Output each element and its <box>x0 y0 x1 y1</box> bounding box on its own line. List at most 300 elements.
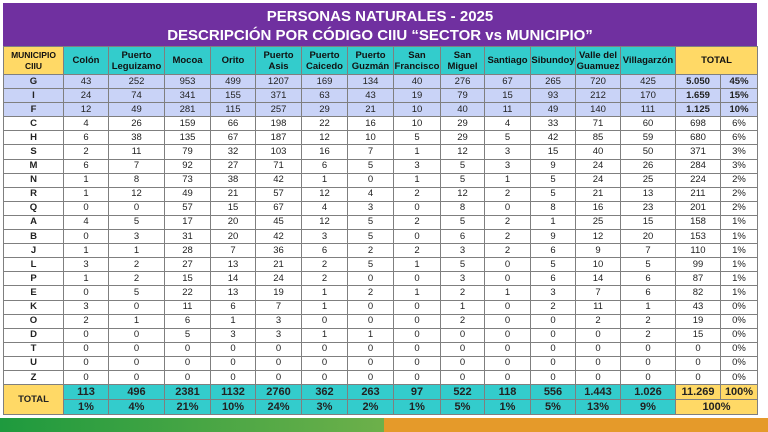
value-cell: 5 <box>394 131 441 145</box>
table-row <box>4 201 758 215</box>
table-row <box>4 89 758 103</box>
value-cell: 5 <box>441 215 485 229</box>
value-cell: 8 <box>441 201 485 215</box>
value-cell: 67 <box>256 201 302 215</box>
value-cell: 170 <box>621 89 676 103</box>
value-cell: 0 <box>441 328 485 342</box>
value-cell: 2 <box>394 187 441 201</box>
value-cell: 0 <box>485 272 531 286</box>
value-cell: 0 <box>348 342 394 356</box>
value-cell: 0 <box>109 328 165 342</box>
value-cell: 2 <box>485 230 531 244</box>
value-cell: 0 <box>485 300 531 314</box>
value-cell: 40 <box>576 145 621 159</box>
column-total: 118 <box>485 385 531 400</box>
ciiu-code: G <box>4 75 64 89</box>
value-cell: 21 <box>348 103 394 117</box>
value-cell: 12 <box>64 103 109 117</box>
column-percent: 5% <box>441 400 485 415</box>
value-cell: 17 <box>165 215 211 229</box>
value-cell: 25 <box>621 173 676 187</box>
row-total: 371 <box>676 145 721 159</box>
value-cell: 5 <box>531 187 576 201</box>
row-total: 15 <box>676 328 721 342</box>
table-row <box>4 75 758 89</box>
value-cell: 15 <box>165 272 211 286</box>
value-cell: 0 <box>109 356 165 370</box>
value-cell: 0 <box>485 201 531 215</box>
value-cell: 257 <box>256 103 302 117</box>
value-cell: 20 <box>211 215 256 229</box>
value-cell: 0 <box>441 342 485 356</box>
value-cell: 23 <box>621 201 676 215</box>
value-cell: 13 <box>621 187 676 201</box>
ciiu-code: M <box>4 159 64 173</box>
value-cell: 12 <box>441 145 485 159</box>
row-total: 43 <box>676 300 721 314</box>
value-cell: 0 <box>348 356 394 370</box>
value-cell: 15 <box>621 215 676 229</box>
value-cell: 42 <box>531 131 576 145</box>
value-cell: 3 <box>348 201 394 215</box>
column-total: 263 <box>348 385 394 400</box>
value-cell: 0 <box>441 370 485 384</box>
value-cell: 0 <box>64 370 109 384</box>
value-cell: 8 <box>109 173 165 187</box>
value-cell: 71 <box>256 159 302 173</box>
row-total: 153 <box>676 230 721 244</box>
value-cell: 24 <box>64 89 109 103</box>
row-total: 211 <box>676 187 721 201</box>
value-cell: 67 <box>485 75 531 89</box>
value-cell: 0 <box>485 342 531 356</box>
row-total: 0 <box>676 342 721 356</box>
value-cell: 0 <box>211 342 256 356</box>
column-total: 496 <box>109 385 165 400</box>
value-cell: 73 <box>165 173 211 187</box>
value-cell: 6 <box>302 159 348 173</box>
value-cell: 3 <box>256 314 302 328</box>
table-row <box>4 117 758 131</box>
value-cell: 29 <box>441 131 485 145</box>
value-cell: 371 <box>256 89 302 103</box>
value-cell: 12 <box>302 215 348 229</box>
value-cell: 2 <box>485 187 531 201</box>
value-cell: 0 <box>394 272 441 286</box>
value-cell: 0 <box>109 342 165 356</box>
value-cell: 38 <box>211 173 256 187</box>
value-cell: 79 <box>441 89 485 103</box>
column-percent: 1% <box>485 400 531 415</box>
column-percent: 13% <box>576 400 621 415</box>
value-cell: 67 <box>211 131 256 145</box>
column-header: San Francisco <box>394 47 441 75</box>
value-cell: 3 <box>64 300 109 314</box>
table-row <box>4 286 758 300</box>
value-cell: 71 <box>576 117 621 131</box>
value-cell: 111 <box>621 103 676 117</box>
value-cell: 0 <box>348 300 394 314</box>
ciiu-code: U <box>4 356 64 370</box>
value-cell: 2 <box>441 286 485 300</box>
ciiu-municipio-table <box>3 46 758 415</box>
row-total: 224 <box>676 173 721 187</box>
ciiu-code: B <box>4 230 64 244</box>
value-cell: 5 <box>485 131 531 145</box>
value-cell: 22 <box>302 117 348 131</box>
value-cell: 12 <box>441 187 485 201</box>
value-cell: 1 <box>531 215 576 229</box>
value-cell: 4 <box>485 117 531 131</box>
value-cell: 2 <box>302 272 348 286</box>
value-cell: 0 <box>165 356 211 370</box>
table-row <box>4 370 758 384</box>
row-percent: 3% <box>721 145 758 159</box>
value-cell: 0 <box>485 356 531 370</box>
value-cell: 10 <box>348 131 394 145</box>
value-cell: 0 <box>394 356 441 370</box>
value-cell: 2 <box>531 300 576 314</box>
ciiu-code: I <box>4 89 64 103</box>
value-cell: 155 <box>211 89 256 103</box>
row-percent: 15% <box>721 89 758 103</box>
value-cell: 425 <box>621 75 676 89</box>
column-percent: 9% <box>621 400 676 415</box>
value-cell: 953 <box>165 75 211 89</box>
value-cell: 6 <box>165 314 211 328</box>
value-cell: 3 <box>256 328 302 342</box>
row-percent: 6% <box>721 131 758 145</box>
value-cell: 45 <box>256 215 302 229</box>
value-cell: 1 <box>64 173 109 187</box>
totals-row <box>4 385 758 400</box>
column-header-total: TOTAL <box>676 47 758 75</box>
value-cell: 5 <box>165 328 211 342</box>
value-cell: 57 <box>165 201 211 215</box>
column-percent: 2% <box>348 400 394 415</box>
value-cell: 0 <box>531 328 576 342</box>
value-cell: 40 <box>394 75 441 89</box>
footer-bar-orange <box>384 418 768 432</box>
header-row <box>4 47 758 75</box>
column-header: Sibundoy <box>531 47 576 75</box>
column-total: 2381 <box>165 385 211 400</box>
value-cell: 5 <box>348 215 394 229</box>
value-cell: 16 <box>576 201 621 215</box>
footer-bar-green <box>0 418 384 432</box>
value-cell: 0 <box>64 286 109 300</box>
value-cell: 0 <box>165 370 211 384</box>
value-cell: 5 <box>348 230 394 244</box>
value-cell: 3 <box>64 258 109 272</box>
value-cell: 5 <box>621 258 676 272</box>
value-cell: 12 <box>109 187 165 201</box>
value-cell: 20 <box>211 230 256 244</box>
value-cell: 0 <box>256 370 302 384</box>
value-cell: 0 <box>576 328 621 342</box>
row-total: 99 <box>676 258 721 272</box>
value-cell: 1 <box>109 314 165 328</box>
value-cell: 42 <box>256 173 302 187</box>
value-cell: 49 <box>109 103 165 117</box>
value-cell: 27 <box>165 258 211 272</box>
value-cell: 1 <box>348 328 394 342</box>
value-cell: 26 <box>621 159 676 173</box>
value-cell: 15 <box>211 201 256 215</box>
row-percent: 6% <box>721 117 758 131</box>
value-cell: 7 <box>621 244 676 258</box>
ciiu-code: T <box>4 342 64 356</box>
value-cell: 265 <box>531 75 576 89</box>
value-cell: 10 <box>394 103 441 117</box>
column-total: 2760 <box>256 385 302 400</box>
value-cell: 0 <box>531 356 576 370</box>
value-cell: 24 <box>576 173 621 187</box>
value-cell: 12 <box>302 187 348 201</box>
value-cell: 29 <box>441 117 485 131</box>
row-total: 0 <box>676 356 721 370</box>
value-cell: 0 <box>441 356 485 370</box>
value-cell: 2 <box>302 258 348 272</box>
ciiu-code: E <box>4 286 64 300</box>
value-cell: 36 <box>256 244 302 258</box>
column-total: 1132 <box>211 385 256 400</box>
value-cell: 0 <box>211 356 256 370</box>
value-cell: 3 <box>485 159 531 173</box>
row-total: 1.659 <box>676 89 721 103</box>
ciiu-code: O <box>4 314 64 328</box>
value-cell: 499 <box>211 75 256 89</box>
value-cell: 1 <box>64 272 109 286</box>
value-cell: 16 <box>302 145 348 159</box>
value-cell: 135 <box>165 131 211 145</box>
column-header: San Miguel <box>441 47 485 75</box>
column-percent: 1% <box>394 400 441 415</box>
ciiu-code: R <box>4 187 64 201</box>
value-cell: 6 <box>64 159 109 173</box>
table-body <box>4 75 758 385</box>
value-cell: 0 <box>64 230 109 244</box>
value-cell: 2 <box>109 258 165 272</box>
value-cell: 11 <box>576 300 621 314</box>
ciiu-code: Q <box>4 201 64 215</box>
value-cell: 0 <box>576 370 621 384</box>
row-total: 110 <box>676 244 721 258</box>
value-cell: 5 <box>348 258 394 272</box>
column-header: Puerto Leguizamo <box>109 47 165 75</box>
grand-total-percent: 100% <box>721 385 758 400</box>
value-cell: 14 <box>576 272 621 286</box>
value-cell: 9 <box>576 244 621 258</box>
value-cell: 27 <box>211 159 256 173</box>
totals-section <box>4 385 758 415</box>
row-total: 5.050 <box>676 75 721 89</box>
value-cell: 5 <box>531 258 576 272</box>
ciiu-code: A <box>4 215 64 229</box>
row-percent: 1% <box>721 230 758 244</box>
value-cell: 1 <box>302 286 348 300</box>
value-cell: 4 <box>348 187 394 201</box>
column-total: 1.443 <box>576 385 621 400</box>
row-percent: 1% <box>721 215 758 229</box>
value-cell: 57 <box>256 187 302 201</box>
value-cell: 29 <box>302 103 348 117</box>
value-cell: 20 <box>621 230 676 244</box>
value-cell: 0 <box>64 328 109 342</box>
value-cell: 11 <box>485 103 531 117</box>
value-cell: 5 <box>109 286 165 300</box>
value-cell: 1 <box>485 286 531 300</box>
value-cell: 0 <box>485 328 531 342</box>
value-cell: 0 <box>531 342 576 356</box>
value-cell: 92 <box>165 159 211 173</box>
value-cell: 5 <box>531 173 576 187</box>
column-header: Puerto Caicedo <box>302 47 348 75</box>
value-cell: 134 <box>348 75 394 89</box>
table-row <box>4 159 758 173</box>
value-cell: 2 <box>576 314 621 328</box>
row-percent: 0% <box>721 328 758 342</box>
value-cell: 43 <box>64 75 109 89</box>
value-cell: 0 <box>394 300 441 314</box>
table-row <box>4 258 758 272</box>
value-cell: 0 <box>531 314 576 328</box>
column-total: 522 <box>441 385 485 400</box>
report-title <box>3 3 757 46</box>
value-cell: 8 <box>531 201 576 215</box>
value-cell: 276 <box>441 75 485 89</box>
table-row <box>4 342 758 356</box>
value-cell: 6 <box>531 244 576 258</box>
value-cell: 49 <box>531 103 576 117</box>
value-cell: 2 <box>441 314 485 328</box>
ciiu-code: D <box>4 328 64 342</box>
value-cell: 32 <box>211 145 256 159</box>
value-cell: 1 <box>302 173 348 187</box>
row-percent: 10% <box>721 103 758 117</box>
value-cell: 2 <box>621 328 676 342</box>
value-cell: 0 <box>348 173 394 187</box>
value-cell: 26 <box>109 117 165 131</box>
value-cell: 5 <box>441 258 485 272</box>
value-cell: 5 <box>348 159 394 173</box>
ciiu-code: C <box>4 117 64 131</box>
value-cell: 1 <box>302 300 348 314</box>
row-percent: 0% <box>721 356 758 370</box>
value-cell: 0 <box>348 314 394 328</box>
table-row <box>4 187 758 201</box>
ciiu-code: Z <box>4 370 64 384</box>
row-percent: 3% <box>721 159 758 173</box>
value-cell: 10 <box>576 258 621 272</box>
ciiu-code: K <box>4 300 64 314</box>
value-cell: 0 <box>394 342 441 356</box>
value-cell: 3 <box>302 230 348 244</box>
value-cell: 7 <box>256 300 302 314</box>
value-cell: 93 <box>531 89 576 103</box>
column-header: Santiago <box>485 47 531 75</box>
value-cell: 115 <box>211 103 256 117</box>
value-cell: 1207 <box>256 75 302 89</box>
value-cell: 40 <box>441 103 485 117</box>
value-cell: 15 <box>531 145 576 159</box>
value-cell: 22 <box>165 286 211 300</box>
value-cell: 0 <box>394 314 441 328</box>
value-cell: 1 <box>394 145 441 159</box>
value-cell: 252 <box>109 75 165 89</box>
column-percent: 10% <box>211 400 256 415</box>
value-cell: 24 <box>576 159 621 173</box>
ciiu-code: J <box>4 244 64 258</box>
column-header: Orito <box>211 47 256 75</box>
value-cell: 6 <box>621 286 676 300</box>
value-cell: 66 <box>211 117 256 131</box>
value-cell: 4 <box>64 117 109 131</box>
overall-percent: 100% <box>676 400 758 415</box>
value-cell: 0 <box>211 370 256 384</box>
value-cell: 28 <box>165 244 211 258</box>
totals-label: TOTAL <box>4 385 64 415</box>
row-percent: 1% <box>721 258 758 272</box>
row-percent: 0% <box>721 300 758 314</box>
value-cell: 6 <box>531 272 576 286</box>
value-cell: 2 <box>394 215 441 229</box>
value-cell: 21 <box>256 258 302 272</box>
value-cell: 11 <box>109 145 165 159</box>
title-line-2: DESCRIPCIÓN POR CÓDIGO CIIU “SECTOR vs MUNICIPIO” <box>167 27 593 44</box>
value-cell: 0 <box>576 356 621 370</box>
value-cell: 720 <box>576 75 621 89</box>
value-cell: 198 <box>256 117 302 131</box>
value-cell: 3 <box>441 272 485 286</box>
row-total: 698 <box>676 117 721 131</box>
row-percent: 1% <box>721 272 758 286</box>
column-percent: 24% <box>256 400 302 415</box>
value-cell: 2 <box>348 244 394 258</box>
value-cell: 281 <box>165 103 211 117</box>
value-cell: 3 <box>485 145 531 159</box>
value-cell: 33 <box>531 117 576 131</box>
value-cell: 0 <box>394 230 441 244</box>
value-cell: 0 <box>256 342 302 356</box>
value-cell: 21 <box>211 187 256 201</box>
row-percent: 0% <box>721 314 758 328</box>
table-row <box>4 131 758 145</box>
row-total: 284 <box>676 159 721 173</box>
value-cell: 31 <box>165 230 211 244</box>
ciiu-code: N <box>4 173 64 187</box>
value-cell: 0 <box>109 370 165 384</box>
row-percent: 2% <box>721 187 758 201</box>
value-cell: 1 <box>394 173 441 187</box>
table-row <box>4 215 758 229</box>
table-row <box>4 244 758 258</box>
value-cell: 0 <box>621 370 676 384</box>
value-cell: 7 <box>348 145 394 159</box>
table-row <box>4 314 758 328</box>
value-cell: 3 <box>394 159 441 173</box>
value-cell: 0 <box>64 342 109 356</box>
value-cell: 9 <box>531 159 576 173</box>
value-cell: 7 <box>211 244 256 258</box>
column-total: 113 <box>64 385 109 400</box>
value-cell: 2 <box>485 244 531 258</box>
value-cell: 43 <box>348 89 394 103</box>
value-cell: 1 <box>302 328 348 342</box>
ciiu-code: F <box>4 103 64 117</box>
value-cell: 4 <box>302 201 348 215</box>
value-cell: 0 <box>302 356 348 370</box>
